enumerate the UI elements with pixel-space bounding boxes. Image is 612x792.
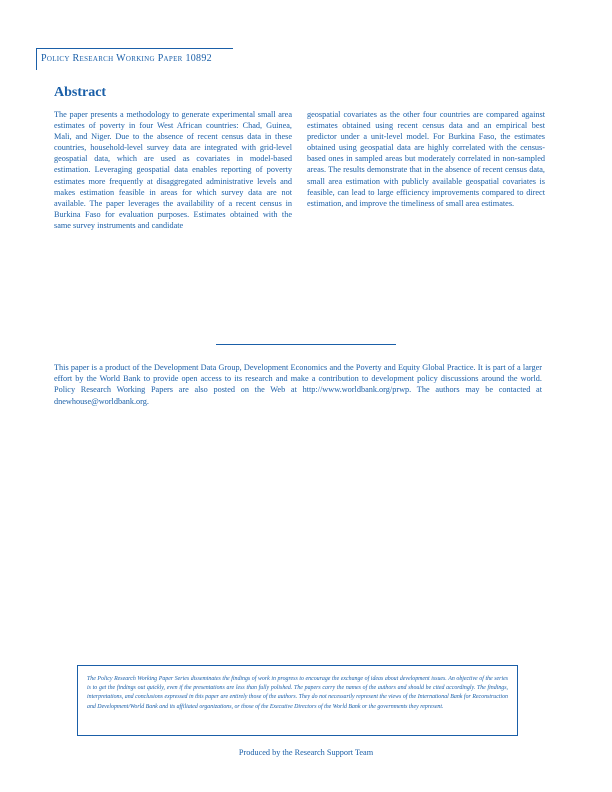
disclaimer-text: The Policy Research Working Paper Series disseminates the findings of work in progress to encourage the exchange of ideas about development issues. An objective of the series is to get the findings out quickly, even if the presentations are less than fully polished. The papers carry the names of the authors and should be cited accordingly. The findings, interpretations, and conclusions expressed in this paper are entirely those of the authors. They do not necessarily represent the views of the International Bank for Reconstruction and Development/World Bank and its affiliated organizations, or those of the Executive Directors of the World Bank or the governments they represent. <box>87 676 508 710</box>
product-note: This paper is a product of the Development Data Group, Development Economics and the Poverty and Equity Global Practice. It is part of a larger effort by the World Bank to provide open access to its research and make a contribution to development policy discussions around the world. Policy Research Working Papers are also posted on the Web at http://www.worldbank.org/prwp. The authors may be contacted at dnewhouse@worldbank.org. <box>54 363 542 406</box>
abstract-right-column: geospatial covariates as the other four countries are compared against estimates obtained using recent census data and an empirical best predictor under a unit-level model. For Burkina Faso, the estimates obtained using geospatial data are highly correlated with the census-based ones in sampled areas but moderately correlated in non-sampled areas. The results demonstrate that in the absence of recent census data, small area estimation with publicly available geospatial covariates is feasible, can lead to large efficiency improvements compared to direct estimation, and improve the timeliness of small area estimates. <box>307 110 545 208</box>
footer-credit: Produced by the Research Support Team <box>238 748 374 757</box>
series-label: Policy Research Working Paper 10892 <box>41 53 212 64</box>
abstract-heading: Abstract <box>54 85 107 100</box>
abstract-left-column: The paper presents a methodology to generate experimental small area estimates of poverty in four West African countries: Chad, Guinea, Mali, and Niger. Due to the absence of recent census data in these countries, household-level survey data are integrated with grid-level geospatial data, which are used as covariates in model-based estimation. Leveraging geospatial data enables reporting of poverty estimates more frequently at disaggregated administrative levels and makes estimation feasible in areas for which survey data are not available. The paper leverages the availability of a recent census in Burkina Faso for evaluation purposes. Estimates obtained with the same survey instruments and candidate <box>54 110 292 230</box>
header-rule-vertical <box>36 48 37 70</box>
section-divider <box>216 344 396 345</box>
disclaimer-box <box>77 665 518 736</box>
header-rule-horizontal <box>36 48 233 49</box>
